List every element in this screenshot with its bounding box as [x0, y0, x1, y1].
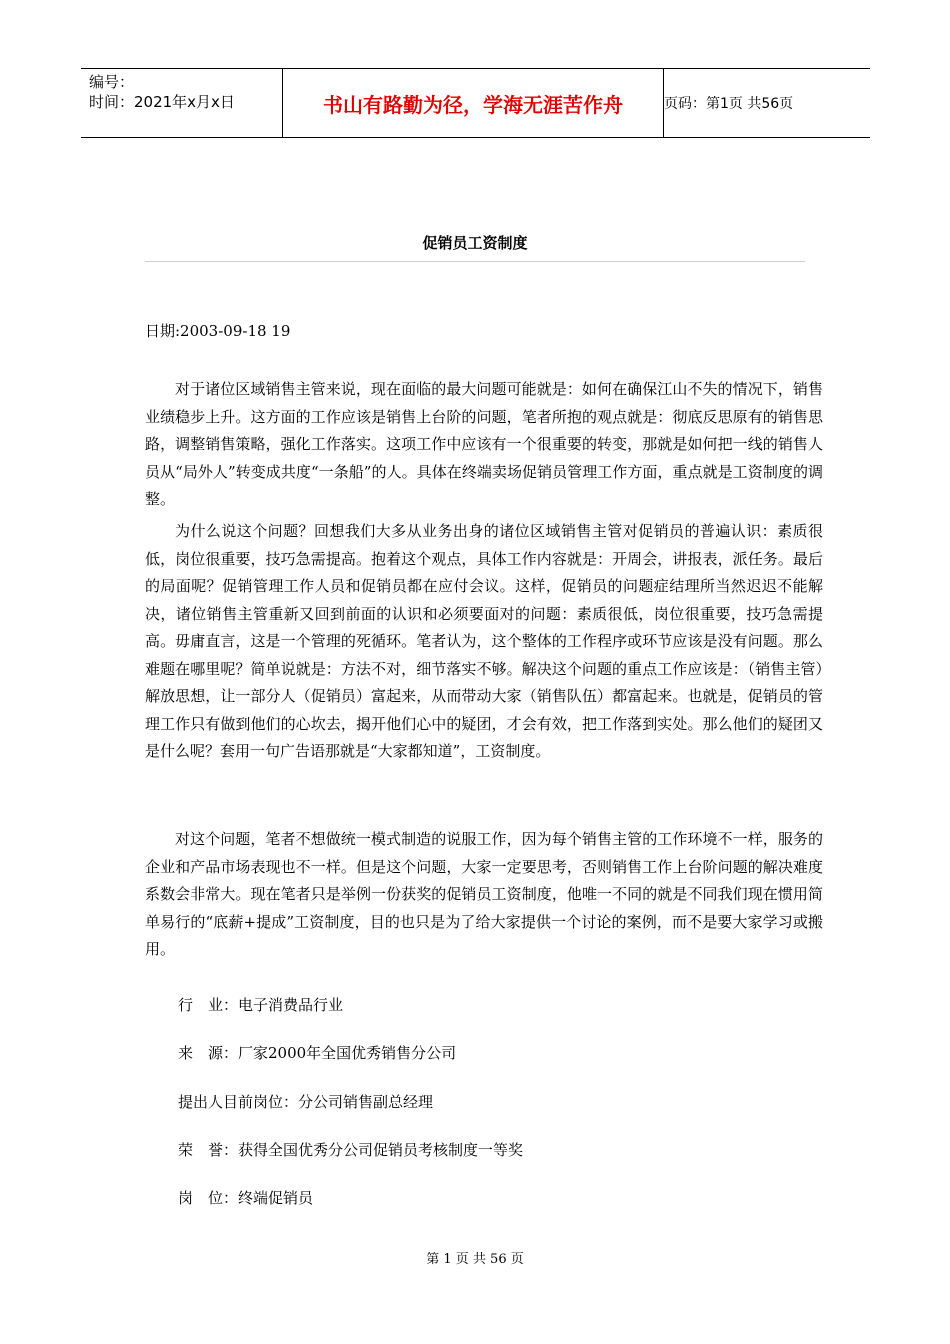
- number-label: 编号：: [89, 73, 135, 91]
- page-header: [81, 68, 870, 138]
- paragraph: 为什么说这个问题？回想我们大多从业务出身的诸位区域销售主管对促销员的普遍认识：素质很低，岗位很重要，技巧急需提高。抱着这个观点，具体工作内容就是：开周会，讲报表，派任务。最后的局面呢？促销管理工作人员和促销员都在应付会议。这样，促销员的问题症结理所当然迟迟不能解决，诸位销售主管重新又回到前面的认识和必须要面对的问题：素质很低，岗位很重要，技巧急需提高。毋庸直言，这是一个管理的死循环。笔者认为，这个整体的工作程序或环节应该是没有问题。那么难题在哪里呢？简单说就是：方法不对，细节落实不够。解决这个问题的重点工作应该是：（销售主管）解放思想，让一部分人（促销员）富起来，从而带动大家（销售队伍）都富起来。也就是，促销员的管理工作只有做到他们的心坎去，揭开他们心中的疑团，才会有效，把工作落到实处。那么他们的疑团又是什么呢？套用一句广告语那就是“大家都知道”，工资制度。: [145, 522, 823, 760]
- page-footer: 第 1 页 共 56 页: [426, 1252, 524, 1267]
- meta-source: 来 源：厂家2000年全国优秀销售分公司: [178, 1044, 457, 1062]
- meta-honor: 荣 誉：获得全国优秀分公司促销员考核制度一等奖: [178, 1141, 524, 1159]
- header-page-info: 页码：第1页 共56页: [664, 96, 794, 112]
- paragraph: 对这个问题，笔者不想做统一模式制造的说服工作，因为每个销售主管的工作环境不一样，服务的企业和产品市场表现也不一样。但是这个问题，大家一定要思考，否则销售工作上台阶问题的解决难度系数会非常大。现在笔者只是举例一份获奖的促销员工资制度，他唯一不同的就是不同我们现在惯用简单易行的“底薪+提成”工资制度，目的也只是为了给大家提供一个讨论的案例，而不是要大家学习或搬用。: [145, 830, 823, 958]
- time-label: 时间：2021年x月x日: [89, 93, 235, 111]
- title-divider: [145, 261, 805, 262]
- meta-industry: 行 业：电子消费品行业: [178, 996, 344, 1014]
- meta-position: 岗 位：终端促销员: [178, 1189, 314, 1207]
- paragraph: 对于诸位区域销售主管来说，现在面临的最大问题可能就是：如何在确保江山不失的情况下，销售业绩稳步上升。这方面的工作应该是销售上台阶的问题，笔者所抱的观点就是：彻底反思原有的销售思路，调整销售策略，强化工作落实。这项工作中应该有一个很重要的转变，那就是如何把一线的销售人员从“局外人”转变成共度“一条船”的人。具体在终端卖场促销员管理工作方面，重点就是工资制度的调整。: [145, 380, 823, 508]
- document-date: 日期:2003-09-18 19: [145, 322, 291, 340]
- header-info: [81, 69, 281, 137]
- header-motto: 书山有路勤为径，学海无涯苦作舟: [282, 69, 664, 137]
- meta-proposer-position: 提出人目前岗位：分公司销售副总经理: [178, 1093, 434, 1111]
- document-title: 促销员工资制度: [422, 234, 528, 252]
